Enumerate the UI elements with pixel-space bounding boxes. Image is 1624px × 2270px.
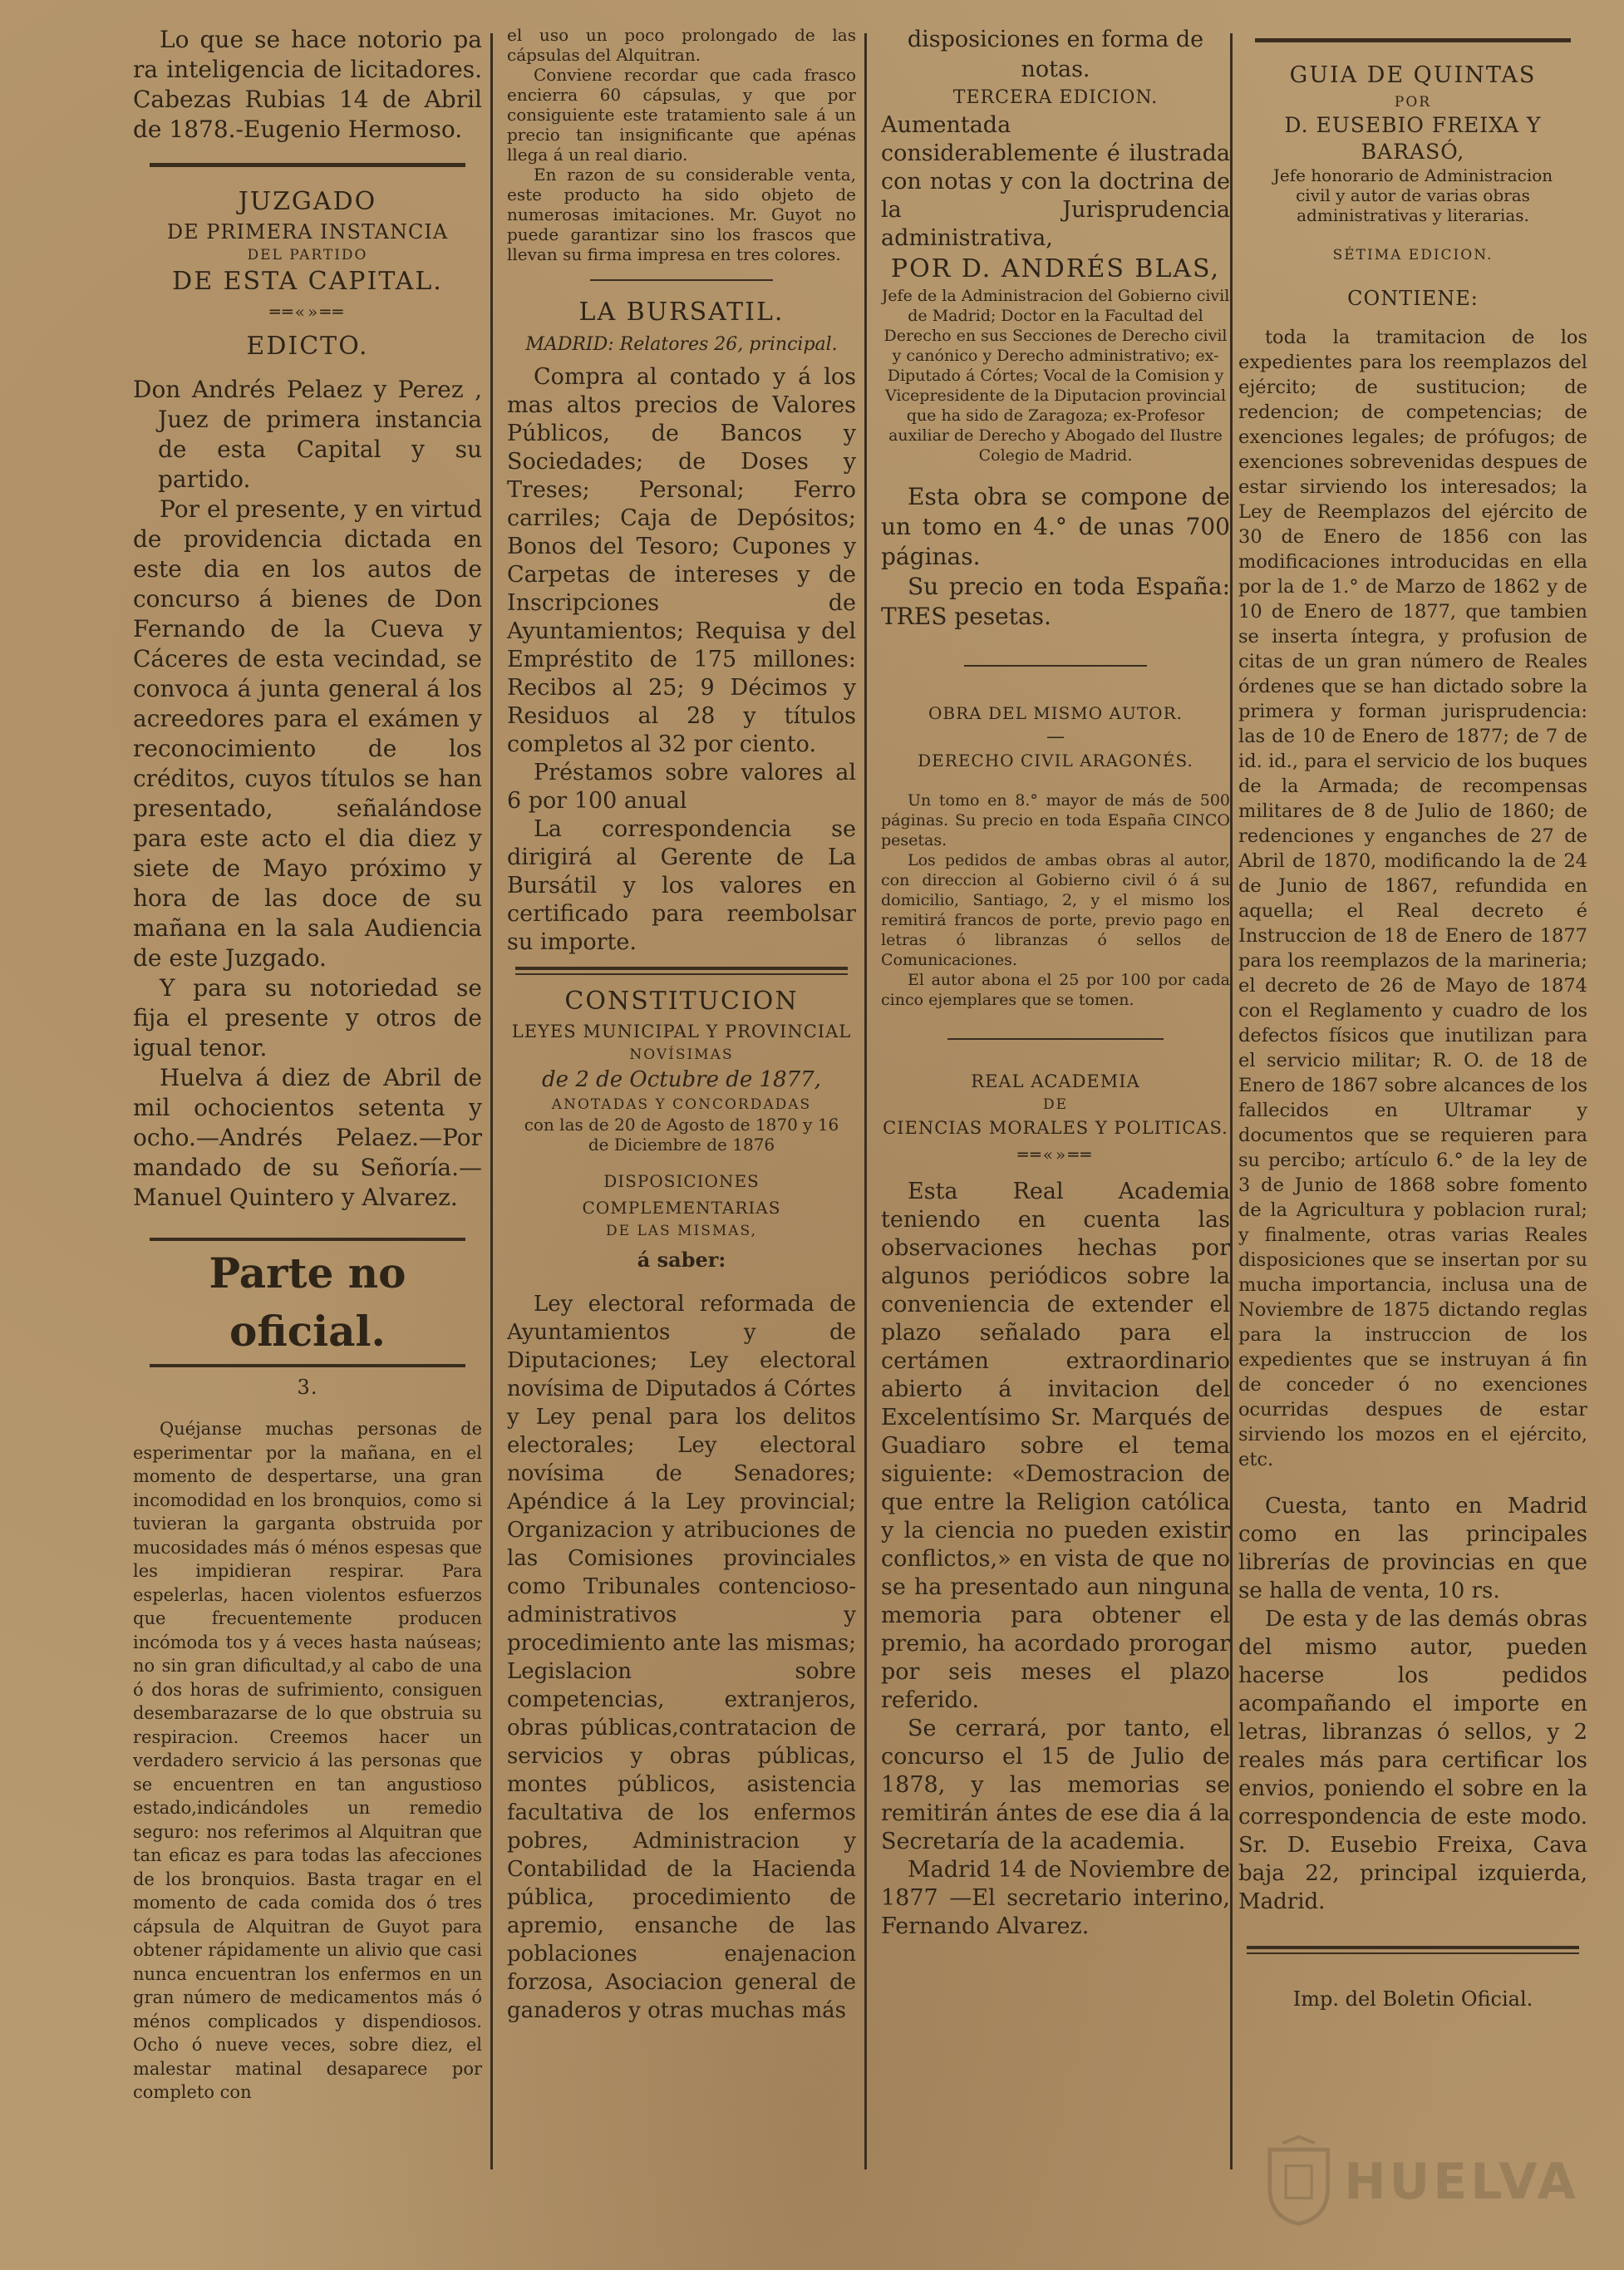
divider (1247, 1946, 1579, 1954)
edicto-title: EDICTO. (246, 332, 369, 361)
contiene: CONTIENE: (1347, 287, 1479, 310)
divider (1255, 38, 1571, 42)
pedidos: De esta y de las demás obras del mismo autor, pueden hacerse los pedidos acompañando el importe en letras, libranzas ó sellos, y 2 reales más para certificar los envios, poniendo el sobre en la correspondencia de este modo. Sr. D. Eusebio Freixa, Cava baja 22, principal izquierda, Madrid. (1238, 1607, 1587, 1914)
bursatil-prestamos: Préstamos sobre valores al 6 por 100 anual (507, 760, 856, 814)
alquitran-imitations: En razon de su considerable venta, este producto ha sido objeto de numerosas imitaciones. Mr. Guyot no puede garantizar sino los frascos que llevan su firma impresa en tres colores. (507, 165, 856, 264)
alquitran-price: Conviene recordar que cada frasco encierra 60 cápsulas, y que por consiguiente este tratamiento sale á un precio tan insignificante que apénas llega á un real diario. (507, 65, 856, 165)
column-1 (133, 25, 482, 2186)
imprint: Imp. del Boletin Oficial. (1292, 1987, 1533, 2011)
ornament: ══«»══ (269, 302, 346, 322)
column-rule (864, 33, 867, 2169)
crest-icon (1263, 2124, 1334, 2240)
leyes-date: de 2 de Octubre de 1877, (542, 1067, 821, 1092)
academia-firma: Madrid 14 de Noviembre de 1877 —El secretario interino, Fernando Alvarez. (881, 1857, 1230, 1939)
guia-quintas-title: GUIA DE QUINTAS (1289, 62, 1537, 88)
derecho-civil-aragones: DERECHO CIVIL ARAGONÉS. (918, 751, 1193, 771)
author-credentials: Jefe de la Administracion del Gobierno civil de Madrid; Doctor en la Facultad del Derecho en sus Secciones de Derecho civil y canónico y Derecho administrativo; ex-Diputado á Córtes; Vocal de la Comision y Vicepresidente de la Diputacion provincial que ha sido de Zaragoza; ex-Profesor auxiliar de Derecho y Abogado del Ilustre Colegio de Madrid. (881, 287, 1230, 465)
edicto-body: Por el presente, y en virtud de providencia dictada en este dia en los autos de concurso á bienes de Don Fernando de la Cueva y Cáceres de esta vecindad, se convoca á junta general á los acreedores para el exámen y reconocimiento de los créditos, cuyos títulos se han presentado, señalándose para este acto el dia diez y siete de Mayo próximo y hora de las doce de su mañana en la sala Audiencia de este Juzgado. (133, 495, 482, 972)
article-number: 3. (297, 1376, 318, 1399)
divider (947, 1038, 1164, 1040)
anotadas: ANOTADAS Y CONCORDADAS (551, 1096, 812, 1113)
juzgado-partido: DEL PARTIDO (247, 247, 368, 263)
a-saber: á saber: (637, 1248, 726, 1272)
leyes-heading: LEYES MUNICIPAL Y PROVINCIAL (511, 1022, 852, 1041)
library-stamp (1263, 2115, 1579, 2248)
de: DE (1042, 1096, 1069, 1113)
author-credentials: Jefe honorario de Administracion civil y autor de varias obras administrativas y literarias. (1272, 165, 1553, 225)
divider (964, 665, 1147, 667)
ornament: ══«»══ (1017, 1145, 1094, 1165)
por: POR (1394, 94, 1432, 111)
alquitran-continuation: el uso un poco prolongado de las cápsulas del Alquitran. (507, 25, 856, 65)
de-las-mismas: DE LAS MISMAS, (606, 1223, 757, 1239)
stamp-text: HUELVA (1344, 2153, 1579, 2211)
academia-body: Esta Real Academia teniendo en cuenta las observaciones hechas por algunos periódicos sobre la conveniencia de extender el plazo señalado para el certámen extraordinario abierto á invitacion del Excelentísimo Sr. Marqués de Guadiaro sobre el tema siguiente: «Demostracion de que entre la Religion católica y la ciencia no pueden existir conflictos,» en vista de que no se ha presentado aun ninguna memoria para obtener el premio, ha acordado prorogar por seis meses el plazo referido. (881, 1179, 1230, 1713)
author-name: POR D. ANDRÉS BLAS, (890, 254, 1221, 283)
divider (150, 163, 465, 167)
obra-tomo: Esta obra se compone de un tomo en 4.° de unas 700 páginas. (881, 483, 1230, 570)
cuesta: Cuesta, tanto en Madrid como en las principales librerías de provincias en que se halla de venta, 10 rs. (1238, 1494, 1587, 1603)
abona: El autor abona el 25 por 100 por cada cinco ejemplares que se tomen. (881, 971, 1230, 1009)
juzgado-heading: JUZGADO (238, 187, 377, 216)
aumentada: Aumentada considerablemente é ilustrada con notas y con la doctrina de la Jurisprudencia administrativa, (881, 112, 1230, 251)
contiene-body: toda la tramitacion de los expedientes para los reemplazos del ejército; de sustitucion; de redencion; de competencias; de exenciones legales; de prófugos; de exenciones sobrevenidas despues de estar sirviendo los interesados; la Ley de Reemplazos del ejército de 30 de Enero de 1856 con las modificaciones introducidas en ella por la de 1.° de Marzo de 1862 y de 10 de Enero de 1877, que tambien se inserta íntegra, y profusion de citas de un gran número de Reales órdenes que se han dictado sobre la primera y forman jurisprudencia: las de 10 de Enero de 1877; de 7 de id. id., para el servicio de los buques de la Armada; de recompensas militares de 8 de Julio de 1860; de redenciones y enganches de 27 de Abril de 1870, modificando la de 24 de Junio de 1867, refundida en aquella; el Real decreto é Instruccion de 18 de Enero de 1877 para los reemplazos de la marineria; el decreto de 26 de Mayo de 1874 con el Reglamento y cuadro de los defectos físicos que inutilizan para el servicio militar; R. O. de 18 de Enero de 1867 sobre alcances de los fallecidos en Ultramar y documentos que se requieren para su percibo; artículo 6.° de la ley de 3 de Junio de 1868 sobre fomento de la Agricultura y poblacion rural; y finalmente, otras varias Reales disposiciones que se insertan por su mucha importancia, inclusa una de Noviembre de 1875 dictando reglas para la instruccion de los expedientes que se instruyan á fin de conceder ó no exenciones ocurridas despues de estar sirviendo los mozos en el ejército, etc. (1238, 327, 1587, 1470)
author-name: D. EUSEBIO FREIXA Y BARASÓ, (1284, 113, 1542, 164)
bursatil-compra: Compra al contado y á los mas altos precios de Valores Públicos, de Bancos y Sociedades; de Doses y Treses; Personal; Ferro carriles; Caja de Depósitos; Bonos del Tesoro; Cupones y Carpetas de intereses y de Inscripciones de Ayuntamientos; Requisa y del Empréstito de 175 millones: Recibos al 25; 9 Décimos y Residuos al 28 y títulos completos al 32 por ciento. (507, 364, 856, 757)
dash: — (1046, 726, 1065, 747)
bursatil-address: MADRID: Relatores 26, principal. (525, 334, 838, 355)
disposiciones-notas: disposiciones en forma de notas. (907, 27, 1204, 82)
edicto-notoriedad: Y para su notoriedad se fija el presente y otros de igual tenor. (133, 974, 482, 1061)
newspaper-page (125, 25, 1596, 2244)
pedidos: Los pedidos de ambas obras al autor, con direccion al Gobierno civil ó á su domicilio, Santiago, 2, y el mismo los remitirá francos de porte, previo pago en letras ó libranzas ó sellos de Comunicaciones. (881, 851, 1230, 969)
novisimas: NOVÍSIMAS (629, 1046, 734, 1063)
divider (515, 967, 848, 975)
column-3 (881, 25, 1230, 2186)
academia-cerrara: Se cerrará, por tanto, el concurso el 15 de Julio de 1878, y las memorias se remitirán ántes de ese dia á la Secretaría de la academia. (881, 1716, 1230, 1854)
setima-edicion: SÉTIMA EDICION. (1332, 247, 1494, 263)
concordadas: con las de 20 de Agosto de 1870 y 16 de Diciembre de 1876 (524, 1115, 839, 1155)
column-4 (1238, 25, 1587, 2186)
tercera-edicion: TERCERA EDICION. (952, 87, 1159, 108)
alquitran-article: Quéjanse muchas personas de esperimentar por la mañana, en el momento de despertarse, una gran incomodidad en los bronquios, como si tuvieran la garganta obstruida por mucosidades más ó ménos espesas que les impidieran respirar. Para espelerlas, hacen violentos esfuerzos que frecuentemente producen incómoda tos y á veces hasta naúseas; no sin gran dificultad,y al cabo de una ó dos horas de sufrimiento, consiguen desembarazarse de lo que obstruia su respiracion. Creemos hacer un verdadero servicio á las personas que se encuentren en tan angustioso estado,indicándoles un remedio seguro: nos referimos al Alquitran que tan eficaz es para todas las afecciones de los bronquios. Basta tragar en el momento de cada comida dos ó tres cápsula de Alquitran de Guyot para obtener rápidamente un alivio que casi nunca encuentran los enfermos en un gran número de medicamentos más ó ménos complicados y dispendiosos. Ocho ó nueve veces, sobre diez, el malestar matinal desaparece por completo con (133, 1419, 482, 2102)
leyes-list: Ley electoral reformada de Ayuntamientos y de Diputaciones; Ley electoral novísima de Diputados á Córtes y Ley penal para los delitos electorales; Ley electoral novísima de Senadores; Apéndice á la Ley provincial; Organizacion y atribuciones de las Comisiones provinciales como Tribunales contencioso-administrativos y procedimiento ante las mismas; Legislacion sobre competencias, extranjeros, obras públicas,contratacion de servicios y obras públicas, montes públicos, asistencia facultativa de los enfermos pobres, Administracion y Contabilidad de la Hacienda pública, procedimiento de apremio, ensanche de las poblaciones enajenacion forzosa, Asociacion general de ganaderos y otras muchas más (507, 1292, 856, 2023)
disposiciones-heading: DISPOSICIONES COMPLEMENTARIAS (582, 1171, 781, 1218)
parte-no-oficial-heading: Parte no oficial. (150, 1238, 465, 1367)
edicto-signature: Huelva á diez de Abril de mil ochocientos setenta y ocho.—Andrés Pelaez.—Por mandado de su Señoría.—Manuel Quintero y Alvarez. (133, 1064, 482, 1211)
bursatil-heading: LA BURSATIL. (578, 298, 785, 327)
derecho-tomo: Un tomo en 8.° mayor de más de 500 páginas. Su precio en toda España CINCO pesetas. (881, 791, 1230, 849)
real-academia: REAL ACADEMIA (971, 1071, 1140, 1091)
column-rule (490, 33, 493, 2169)
column-2 (507, 25, 856, 2186)
bursatil-correspondencia: La correspondencia se dirigirá al Gerente de La Bursátil y los valores en certificado para reembolsar su importe. (507, 816, 856, 955)
divider (590, 279, 773, 281)
ciencias-morales: CIENCIAS MORALES Y POLITICAS. (883, 1118, 1228, 1138)
obra-precio: Su precio en toda España: TRES pesetas. (881, 573, 1230, 630)
licitadores-notice: Lo que se hace notorio pa ra inteligencia de licitadores. Cabezas Rubias 14 de Abril de 1878.-Eugenio Hermoso. (133, 26, 482, 143)
obra-mismo-autor: OBRA DEL MISMO AUTOR. (928, 703, 1183, 723)
column-rule (1230, 33, 1233, 2169)
constitucion-heading: CONSTITUCION (564, 987, 799, 1016)
edicto-judge: Don Andrés Pelaez y Perez , Juez de primera instancia de esta Capital y su partido. (133, 376, 482, 493)
juzgado-capital: DE ESTA CAPITAL. (172, 267, 443, 296)
juzgado-subheading: DE PRIMERA INSTANCIA (166, 220, 449, 244)
